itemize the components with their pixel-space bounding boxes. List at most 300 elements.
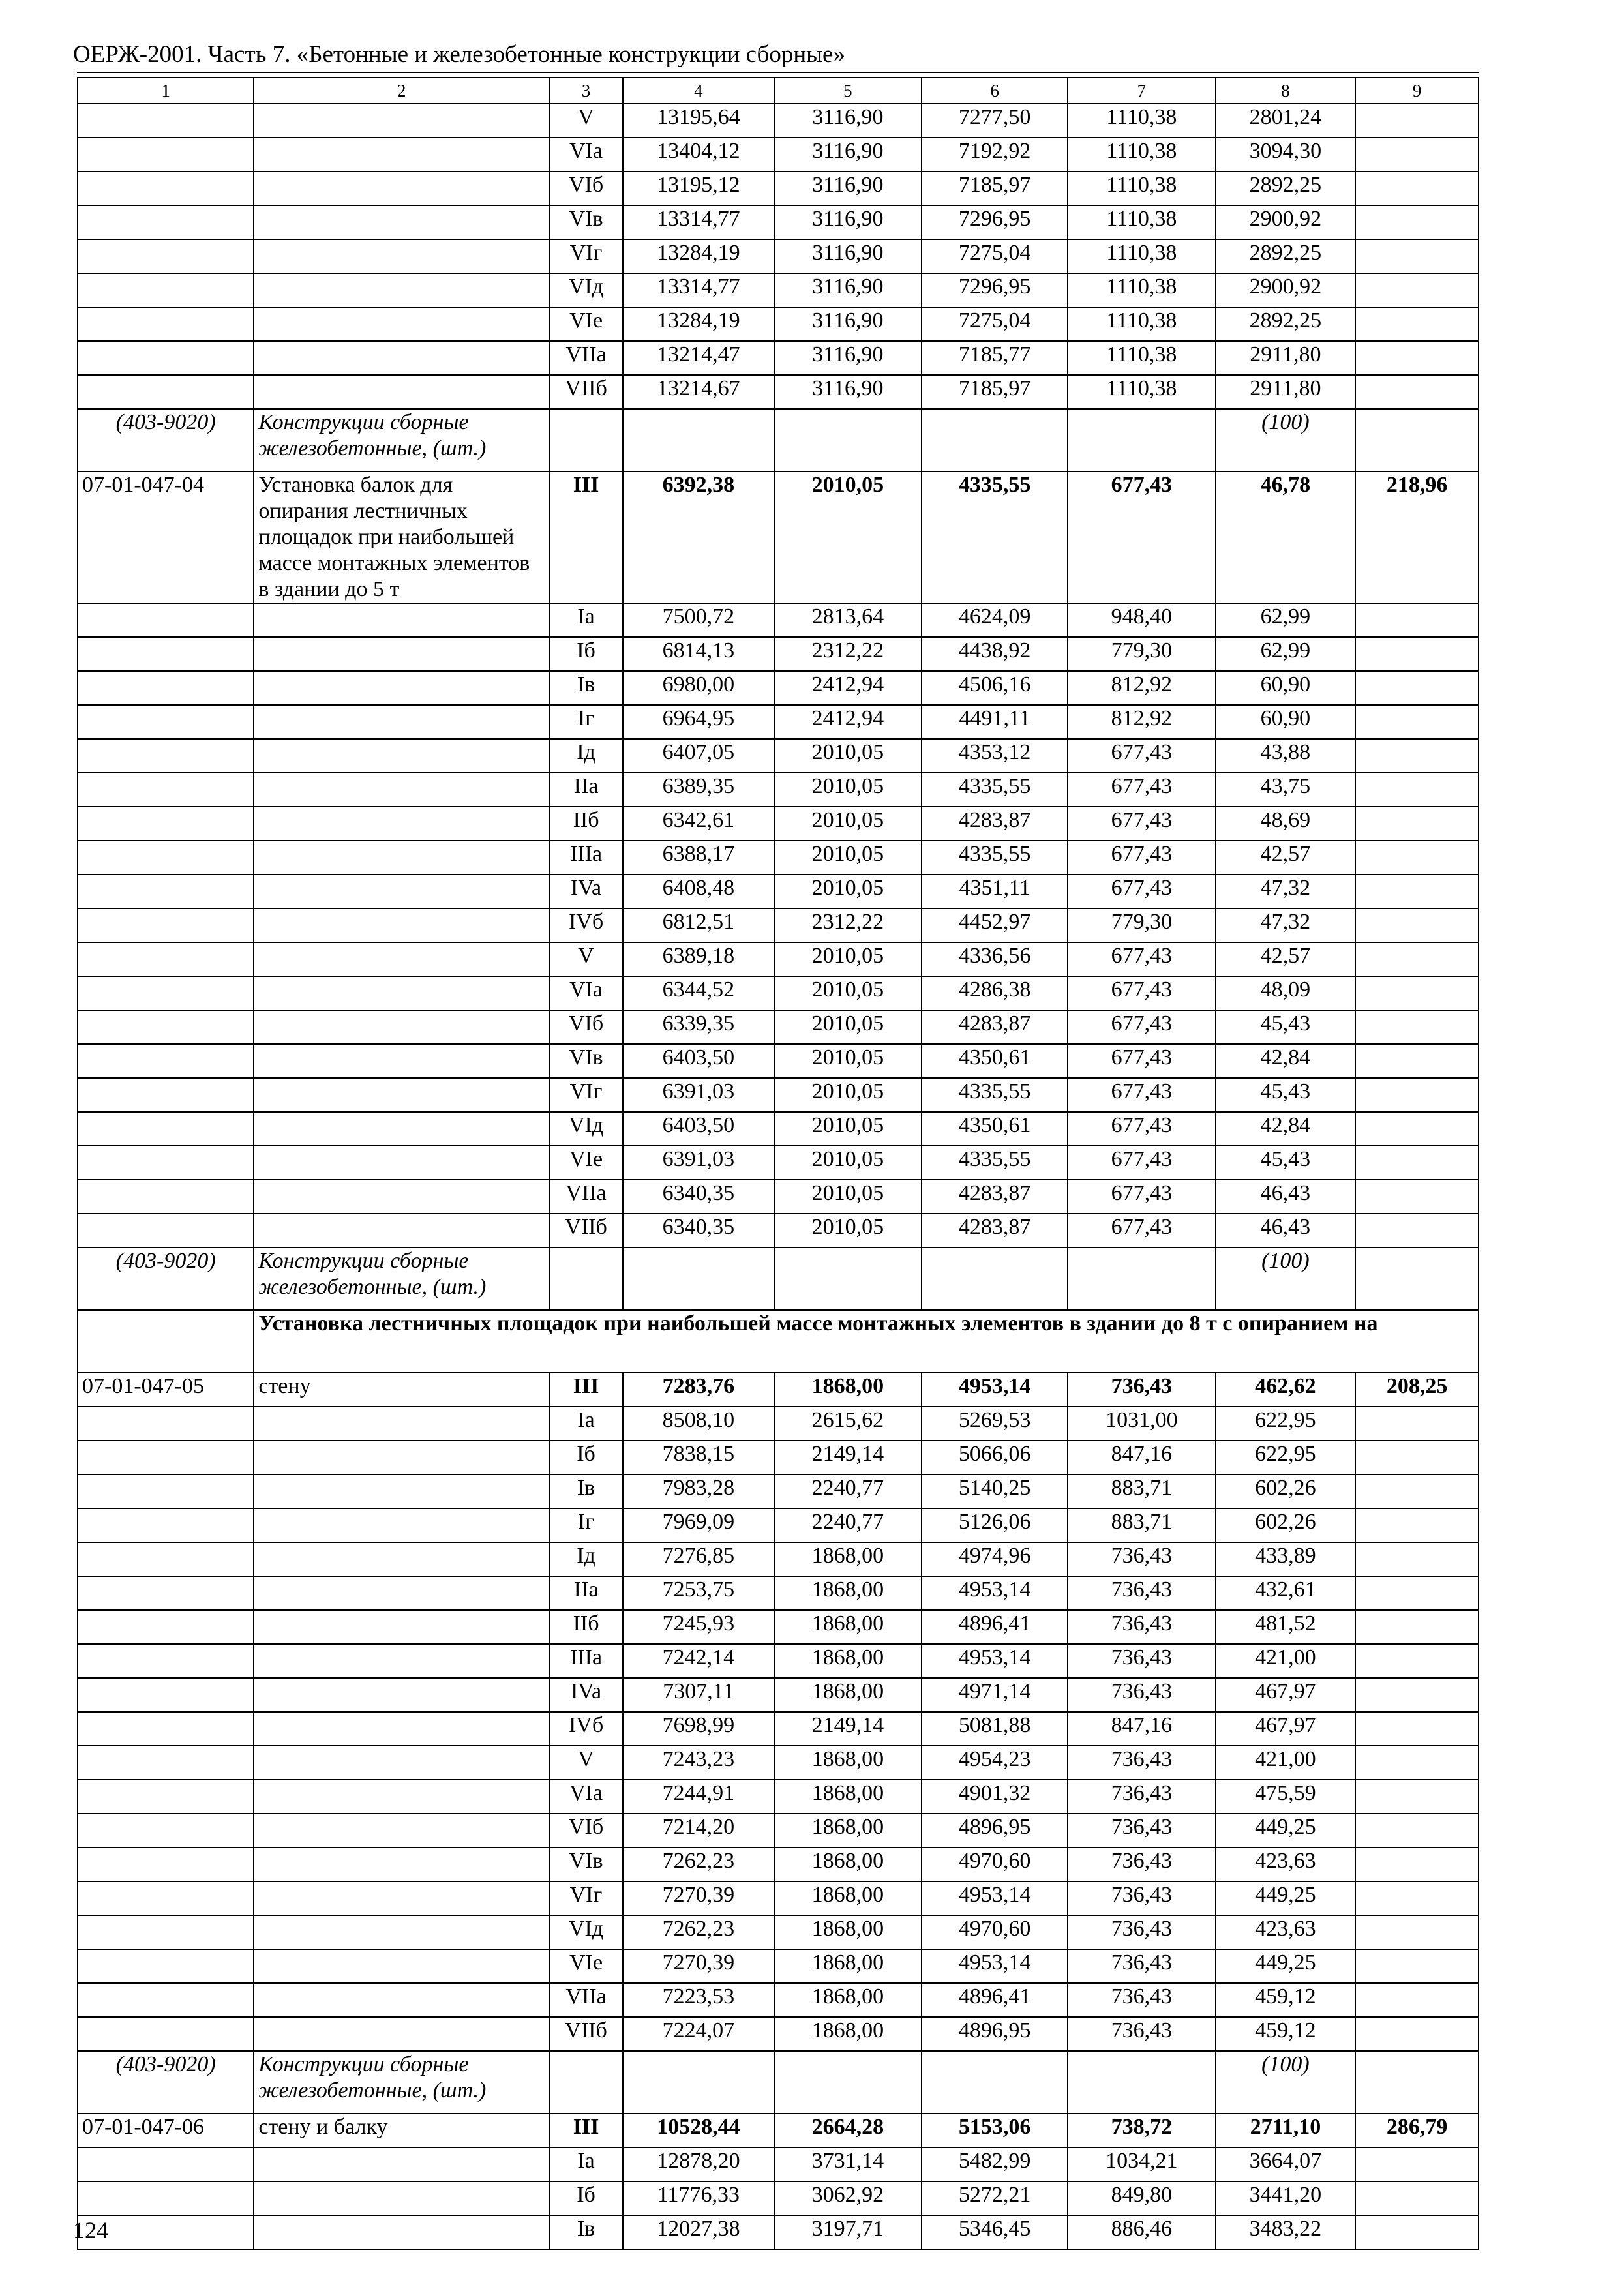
zone-cell: IVб: [549, 908, 623, 942]
value-cell: 2664,28: [774, 2114, 922, 2147]
zone-cell: VIд: [549, 1112, 623, 1146]
code-spacer: [78, 908, 254, 942]
code-spacer: [78, 273, 254, 307]
labor-spacer: [1355, 637, 1479, 671]
value-cell: 883,71: [1068, 1474, 1215, 1508]
value-cell: 7185,77: [922, 341, 1068, 375]
table-row: [78, 1746, 1479, 1780]
page-header-title: ОЕРЖ-2001. Часть 7. «Бетонные и железобетонные конструкции сборные»: [73, 41, 845, 68]
table-row: [78, 273, 1479, 307]
code-spacer: [78, 1010, 254, 1044]
code-spacer: [78, 1780, 254, 1814]
value-cell: 6340,35: [623, 1180, 774, 1214]
value-cell: 2010,05: [774, 471, 922, 603]
table-row: [78, 1474, 1479, 1508]
value-cell: 4901,32: [922, 1780, 1068, 1814]
value-cell: 7275,04: [922, 239, 1068, 273]
zone-cell: VIв: [549, 205, 623, 239]
value-cell: 7185,97: [922, 375, 1068, 409]
table-row: [78, 1112, 1479, 1146]
value-cell: 3116,90: [774, 341, 922, 375]
table-row: [78, 1712, 1479, 1746]
value-cell: 3094,30: [1216, 138, 1356, 172]
code-spacer: [78, 1214, 254, 1248]
value-cell: 13284,19: [623, 239, 774, 273]
zone-cell: VIa: [549, 976, 623, 1010]
zone-cell: VIIa: [549, 1180, 623, 1214]
value-cell: 1868,00: [774, 1576, 922, 1610]
resource-code: (403-9020): [78, 1248, 254, 1310]
value-cell: 622,95: [1216, 1441, 1356, 1474]
value-cell: 4896,95: [922, 2017, 1068, 2051]
description-spacer: [254, 375, 549, 409]
zone-cell: IIIa: [549, 841, 623, 875]
labor-spacer: [1355, 1780, 1479, 1814]
value-cell: 736,43: [1068, 1915, 1215, 1949]
value-cell: 7270,39: [623, 1949, 774, 1983]
zone-cell: IVб: [549, 1712, 623, 1746]
zone-cell: VIe: [549, 1949, 623, 1983]
code-spacer: [78, 942, 254, 976]
resource-quantity: (100): [1216, 1248, 1356, 1310]
value-cell: 883,71: [1068, 1508, 1215, 1542]
value-cell: 7224,07: [623, 2017, 774, 2051]
value-cell: 3731,14: [774, 2147, 922, 2181]
labor-spacer: [1355, 1010, 1479, 1044]
value-cell: 1868,00: [774, 1678, 922, 1712]
header-divider: [77, 72, 1479, 73]
column-number: 6: [922, 78, 1068, 104]
value-cell: 6391,03: [623, 1078, 774, 1112]
value-cell: 7192,92: [922, 138, 1068, 172]
value-cell: 6342,61: [623, 807, 774, 841]
value-cell: 847,16: [1068, 1712, 1215, 1746]
value-cell: 3664,07: [1216, 2147, 1356, 2181]
value-cell: 42,57: [1216, 942, 1356, 976]
value-spacer: [623, 2051, 774, 2114]
table-row: [78, 2215, 1479, 2249]
value-cell: 6389,35: [623, 773, 774, 807]
zone-cell: VIд: [549, 273, 623, 307]
value-cell: 432,61: [1216, 1576, 1356, 1610]
value-cell: 1868,00: [774, 1644, 922, 1678]
value-cell: 3197,71: [774, 2215, 922, 2249]
value-cell: 1110,38: [1068, 172, 1215, 205]
value-cell: 4351,11: [922, 875, 1068, 908]
description-spacer: [254, 1983, 549, 2017]
value-cell: 3441,20: [1216, 2181, 1356, 2215]
table-row: [78, 1949, 1479, 1983]
value-cell: 4335,55: [922, 1078, 1068, 1112]
labor-spacer: [1355, 205, 1479, 239]
column-number: 9: [1355, 78, 1479, 104]
value-cell: 467,97: [1216, 1712, 1356, 1746]
value-cell: 7245,93: [623, 1610, 774, 1644]
table-row: [78, 1407, 1479, 1441]
table-row: [78, 1610, 1479, 1644]
description-spacer: [254, 637, 549, 671]
zone-cell: IIб: [549, 1610, 623, 1644]
zone-cell: Iб: [549, 2181, 623, 2215]
description-spacer: [254, 1644, 549, 1678]
labor-spacer: [1355, 1112, 1479, 1146]
description-spacer: [254, 1078, 549, 1112]
value-cell: 2892,25: [1216, 307, 1356, 341]
value-cell: 42,84: [1216, 1112, 1356, 1146]
code-spacer: [78, 138, 254, 172]
value-cell: 4335,55: [922, 471, 1068, 603]
table-row: [78, 138, 1479, 172]
value-cell: 4896,41: [922, 1983, 1068, 2017]
value-cell: 6980,00: [623, 671, 774, 705]
code-spacer: [78, 603, 254, 637]
value-cell: 2010,05: [774, 1180, 922, 1214]
value-cell: 5269,53: [922, 1407, 1068, 1441]
value-cell: 4286,38: [922, 976, 1068, 1010]
value-cell: 2010,05: [774, 1078, 922, 1112]
code-spacer: [78, 1576, 254, 1610]
code-spacer: [78, 2181, 254, 2215]
code-spacer: [78, 875, 254, 908]
table-row: [78, 2147, 1479, 2181]
value-cell: 812,92: [1068, 671, 1215, 705]
value-cell: 677,43: [1068, 976, 1215, 1010]
value-cell: 2892,25: [1216, 172, 1356, 205]
value-cell: 602,26: [1216, 1508, 1356, 1542]
table-row: [78, 1678, 1479, 1712]
labor-spacer: [1355, 671, 1479, 705]
value-cell: 47,32: [1216, 875, 1356, 908]
value-cell: 6407,05: [623, 739, 774, 773]
value-cell: 45,43: [1216, 1078, 1356, 1112]
description-spacer: [254, 1407, 549, 1441]
labor-spacer: [1355, 1949, 1479, 1983]
value-cell: 7698,99: [623, 1712, 774, 1746]
value-cell: 2711,10: [1216, 2114, 1356, 2147]
labor-spacer: [1355, 1576, 1479, 1610]
labor-spacer: [1355, 2215, 1479, 2249]
description-spacer: [254, 1746, 549, 1780]
code-spacer: [78, 1542, 254, 1576]
zone-cell: VIa: [549, 1780, 623, 1814]
value-cell: 423,63: [1216, 1915, 1356, 1949]
labor-spacer: [1355, 104, 1479, 138]
value-cell: 12878,20: [623, 2147, 774, 2181]
zone-cell: VIв: [549, 1848, 623, 1881]
code-spacer: [78, 1310, 254, 1373]
value-cell: 7983,28: [623, 1474, 774, 1508]
description-spacer: [254, 2215, 549, 2249]
code-spacer: [78, 1983, 254, 2017]
description-spacer: [254, 138, 549, 172]
table-row: [78, 1915, 1479, 1949]
value-cell: 736,43: [1068, 1576, 1215, 1610]
description-spacer: [254, 603, 549, 637]
table-row: [78, 1644, 1479, 1678]
value-cell: 948,40: [1068, 603, 1215, 637]
labor-spacer: [1355, 375, 1479, 409]
value-cell: 42,84: [1216, 1044, 1356, 1078]
zone-cell: VIIб: [549, 1214, 623, 1248]
description-spacer: [254, 341, 549, 375]
description-spacer: [254, 1949, 549, 1983]
value-cell: 4506,16: [922, 671, 1068, 705]
value-cell: 45,43: [1216, 1010, 1356, 1044]
value-cell: 7296,95: [922, 273, 1068, 307]
value-cell: 481,52: [1216, 1610, 1356, 1644]
labor-spacer: [1355, 1848, 1479, 1881]
zone-cell: VIIa: [549, 1983, 623, 2017]
table-row: [78, 1780, 1479, 1814]
value-cell: 6339,35: [623, 1010, 774, 1044]
value-cell: 7969,09: [623, 1508, 774, 1542]
value-cell: 467,97: [1216, 1678, 1356, 1712]
zone-cell: Ia: [549, 2147, 623, 2181]
value-cell: 6408,48: [623, 875, 774, 908]
value-cell: 7262,23: [623, 1848, 774, 1881]
value-cell: 1031,00: [1068, 1407, 1215, 1441]
value-cell: 2615,62: [774, 1407, 922, 1441]
description-spacer: [254, 1678, 549, 1712]
code-spacer: [78, 104, 254, 138]
description-spacer: [254, 1881, 549, 1915]
labor-cell: 208,25: [1355, 1373, 1479, 1407]
table-row: [78, 1146, 1479, 1180]
value-cell: 7185,97: [922, 172, 1068, 205]
value-cell: 46,43: [1216, 1180, 1356, 1214]
description-spacer: [254, 104, 549, 138]
labor-spacer: [1355, 1712, 1479, 1746]
table-row: [78, 603, 1479, 637]
value-cell: 736,43: [1068, 1881, 1215, 1915]
code-spacer: [78, 807, 254, 841]
column-number: 5: [774, 78, 922, 104]
labor-spacer: [1355, 1474, 1479, 1508]
value-cell: 4896,95: [922, 1814, 1068, 1848]
labor-spacer: [1355, 1678, 1479, 1712]
value-cell: 5140,25: [922, 1474, 1068, 1508]
value-cell: 4283,87: [922, 1214, 1068, 1248]
value-cell: 4353,12: [922, 739, 1068, 773]
value-cell: 2149,14: [774, 1712, 922, 1746]
code-spacer: [78, 1441, 254, 1474]
value-spacer: [1068, 1248, 1215, 1310]
value-cell: 6964,95: [623, 705, 774, 739]
code-spacer: [78, 976, 254, 1010]
value-cell: 4953,14: [922, 1576, 1068, 1610]
value-cell: 886,46: [1068, 2215, 1215, 2249]
labor-spacer: [1355, 908, 1479, 942]
description-spacer: [254, 1214, 549, 1248]
value-spacer: [1068, 409, 1215, 471]
value-cell: 1110,38: [1068, 205, 1215, 239]
value-cell: 2010,05: [774, 773, 922, 807]
norm-main-row: [78, 2114, 1479, 2147]
code-spacer: [78, 773, 254, 807]
labor-spacer: [1355, 2147, 1479, 2181]
value-cell: 677,43: [1068, 773, 1215, 807]
code-spacer: [78, 1508, 254, 1542]
value-spacer: [922, 1248, 1068, 1310]
value-cell: 4283,87: [922, 1010, 1068, 1044]
labor-spacer: [1355, 807, 1479, 841]
labor-spacer: [1355, 138, 1479, 172]
value-cell: 4970,60: [922, 1848, 1068, 1881]
table-row: [78, 671, 1479, 705]
zone-cell: VIa: [549, 138, 623, 172]
table-row: [78, 307, 1479, 341]
value-cell: 4974,96: [922, 1542, 1068, 1576]
zone-cell: III: [549, 1373, 623, 1407]
value-cell: 677,43: [1068, 875, 1215, 908]
description-spacer: [254, 307, 549, 341]
value-cell: 1868,00: [774, 1780, 922, 1814]
labor-spacer: [1355, 1610, 1479, 1644]
value-cell: 449,25: [1216, 1949, 1356, 1983]
description-spacer: [254, 671, 549, 705]
value-cell: 1110,38: [1068, 138, 1215, 172]
zone-cell: Ia: [549, 1407, 623, 1441]
table-row: [78, 976, 1479, 1010]
value-cell: 48,69: [1216, 807, 1356, 841]
code-spacer: [78, 1112, 254, 1146]
value-cell: 7296,95: [922, 205, 1068, 239]
labor-spacer: [1355, 1044, 1479, 1078]
code-spacer: [78, 671, 254, 705]
table-row: [78, 1814, 1479, 1848]
value-cell: 4283,87: [922, 1180, 1068, 1214]
code-spacer: [78, 1712, 254, 1746]
value-cell: 60,90: [1216, 671, 1356, 705]
value-cell: 7275,04: [922, 307, 1068, 341]
value-cell: 7242,14: [623, 1644, 774, 1678]
code-spacer: [78, 1146, 254, 1180]
value-cell: 736,43: [1068, 1610, 1215, 1644]
value-cell: 4491,11: [922, 705, 1068, 739]
value-cell: 2240,77: [774, 1474, 922, 1508]
code-spacer: [78, 1044, 254, 1078]
resource-row: [78, 409, 1479, 471]
value-cell: 11776,33: [623, 2181, 774, 2215]
norm-code: 07-01-047-04: [78, 471, 254, 603]
table-row: [78, 1542, 1479, 1576]
zone-cell: Iв: [549, 671, 623, 705]
labor-spacer: [1355, 239, 1479, 273]
value-cell: 2010,05: [774, 1112, 922, 1146]
resource-name: Конструкции сборные железобетонные, (шт.): [254, 1248, 549, 1310]
labor-spacer: [1355, 2017, 1479, 2051]
value-cell: 12027,38: [623, 2215, 774, 2249]
value-cell: 1868,00: [774, 1983, 922, 2017]
description-spacer: [254, 1610, 549, 1644]
value-cell: 433,89: [1216, 1542, 1356, 1576]
value-cell: 13214,67: [623, 375, 774, 409]
zone-cell: III: [549, 471, 623, 603]
resource-row: [78, 1248, 1479, 1310]
description-spacer: [254, 2017, 549, 2051]
value-cell: 779,30: [1068, 908, 1215, 942]
value-cell: 5126,06: [922, 1508, 1068, 1542]
value-cell: 6812,51: [623, 908, 774, 942]
resource-row: [78, 2051, 1479, 2114]
code-spacer: [78, 341, 254, 375]
value-cell: 4954,23: [922, 1746, 1068, 1780]
value-cell: 1868,00: [774, 1881, 922, 1915]
labor-spacer: [1355, 2181, 1479, 2215]
code-spacer: [78, 375, 254, 409]
zone-spacer: [549, 2051, 623, 2114]
zone-cell: VIг: [549, 239, 623, 273]
value-cell: 459,12: [1216, 1983, 1356, 2017]
labor-spacer: [1355, 1407, 1479, 1441]
page-number: 124: [73, 2217, 108, 2243]
labor-spacer: [1355, 1078, 1479, 1112]
zone-cell: Iв: [549, 2215, 623, 2249]
zone-cell: Iг: [549, 1508, 623, 1542]
code-spacer: [78, 1746, 254, 1780]
value-cell: 7270,39: [623, 1881, 774, 1915]
description-spacer: [254, 1712, 549, 1746]
resource-quantity: (100): [1216, 2051, 1356, 2114]
value-cell: 7244,91: [623, 1780, 774, 1814]
table-row: [78, 1010, 1479, 1044]
description-spacer: [254, 239, 549, 273]
value-cell: 48,09: [1216, 976, 1356, 1010]
value-cell: 736,43: [1068, 1678, 1215, 1712]
code-spacer: [78, 1678, 254, 1712]
table-row: [78, 239, 1479, 273]
value-cell: 6344,52: [623, 976, 774, 1010]
value-cell: 736,43: [1068, 1848, 1215, 1881]
value-cell: 4624,09: [922, 603, 1068, 637]
value-cell: 677,43: [1068, 1180, 1215, 1214]
value-cell: 736,43: [1068, 1814, 1215, 1848]
value-cell: 449,25: [1216, 1881, 1356, 1915]
value-cell: 6391,03: [623, 1146, 774, 1180]
code-spacer: [78, 1474, 254, 1508]
value-cell: 1034,21: [1068, 2147, 1215, 2181]
description-spacer: [254, 1780, 549, 1814]
description-spacer: [254, 1474, 549, 1508]
zone-cell: Iд: [549, 739, 623, 773]
value-cell: 4953,14: [922, 1644, 1068, 1678]
zone-cell: VIг: [549, 1078, 623, 1112]
value-cell: 677,43: [1068, 1078, 1215, 1112]
value-cell: 736,43: [1068, 1373, 1215, 1407]
labor-spacer: [1355, 1881, 1479, 1915]
value-cell: 7277,50: [922, 104, 1068, 138]
value-cell: 13214,47: [623, 341, 774, 375]
value-cell: 736,43: [1068, 1949, 1215, 1983]
table-row: [78, 739, 1479, 773]
description-spacer: [254, 1508, 549, 1542]
description-spacer: [254, 273, 549, 307]
labor-spacer: [1355, 773, 1479, 807]
value-cell: 7262,23: [623, 1915, 774, 1949]
zone-cell: Iв: [549, 1474, 623, 1508]
value-cell: 2412,94: [774, 671, 922, 705]
labor-spacer: [1355, 1644, 1479, 1678]
description-spacer: [254, 2181, 549, 2215]
zone-cell: Iб: [549, 637, 623, 671]
labor-spacer: [1355, 1146, 1479, 1180]
table-row: [78, 841, 1479, 875]
resource-code: (403-9020): [78, 409, 254, 471]
value-cell: 421,00: [1216, 1644, 1356, 1678]
labor-spacer: [1355, 172, 1479, 205]
description-spacer: [254, 942, 549, 976]
labor-spacer: [1355, 1441, 1479, 1474]
